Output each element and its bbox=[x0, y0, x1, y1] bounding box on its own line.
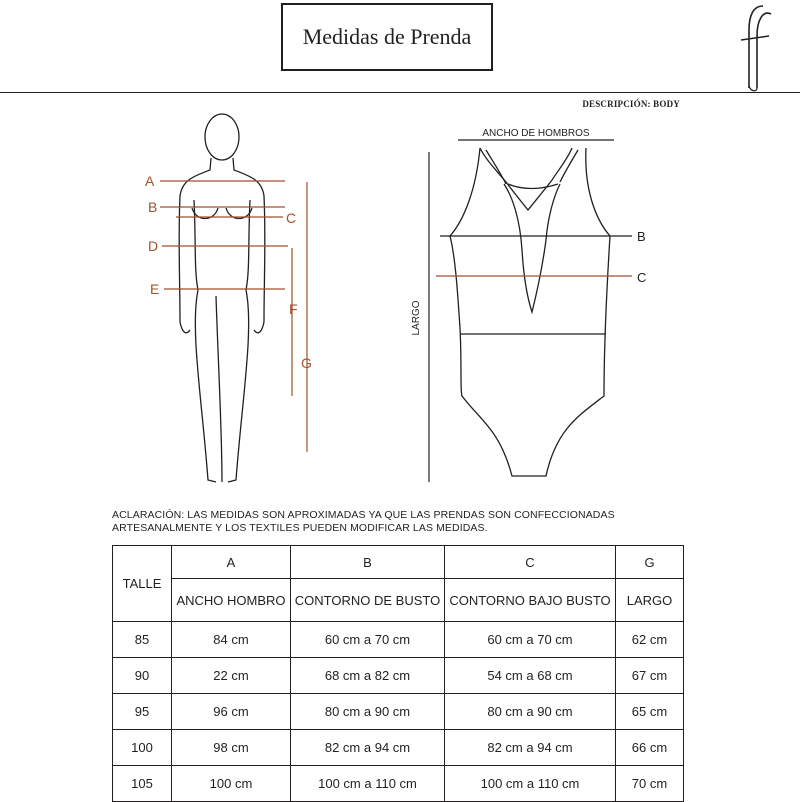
disclaimer-line-1: ACLARACIÓN: LAS MEDIDAS SON APROXIMADAS YA QUE LAS PRENDAS SON CONFECCIONADAS bbox=[112, 509, 615, 521]
cell-a: 100 cm bbox=[172, 766, 291, 802]
cell-b: 100 cm a 110 cm bbox=[291, 766, 445, 802]
cell-a: 96 cm bbox=[172, 694, 291, 730]
shoulder-width-label: ANCHO DE HOMBROS bbox=[482, 128, 590, 139]
table-row bbox=[113, 694, 684, 730]
garment-marker-c: C bbox=[637, 270, 647, 285]
bodysuit-outline bbox=[450, 148, 610, 476]
cell-g: 67 cm bbox=[616, 658, 684, 694]
marker-c: C bbox=[286, 210, 297, 226]
code-b: B bbox=[291, 546, 445, 579]
cell-b: 68 cm a 82 cm bbox=[291, 658, 445, 694]
table-header-row bbox=[113, 579, 684, 622]
human-body-outline bbox=[179, 114, 265, 482]
cell-a: 22 cm bbox=[172, 658, 291, 694]
page-title bbox=[281, 3, 493, 71]
cell-b: 82 cm a 94 cm bbox=[291, 730, 445, 766]
measurement-figure bbox=[0, 100, 800, 500]
cell-c: 60 cm a 70 cm bbox=[445, 622, 616, 658]
page-title-text: Medidas de Prenda bbox=[302, 24, 472, 49]
cell-c: 80 cm a 90 cm bbox=[445, 694, 616, 730]
disclaimer-line-2: ARTESANALMENTE Y LOS TEXTILES PUEDEN MODIFICAR LAS MEDIDAS. bbox=[112, 522, 488, 534]
garment-labels bbox=[411, 128, 646, 336]
cell-talle: 95 bbox=[113, 694, 172, 730]
cell-b: 60 cm a 70 cm bbox=[291, 622, 445, 658]
header-ancho-hombro: ANCHO HOMBRO bbox=[172, 579, 291, 622]
cell-talle: 85 bbox=[113, 622, 172, 658]
cell-a: 98 cm bbox=[172, 730, 291, 766]
cell-a: 84 cm bbox=[172, 622, 291, 658]
cell-c: 100 cm a 110 cm bbox=[445, 766, 616, 802]
garment-marker-b: B bbox=[637, 229, 646, 244]
cell-talle: 90 bbox=[113, 658, 172, 694]
header-largo: LARGO bbox=[616, 579, 684, 622]
body-measure-lines bbox=[160, 181, 307, 452]
garment-description: DESCRIPCIÓN: BODY bbox=[582, 99, 680, 109]
table-row bbox=[113, 658, 684, 694]
cell-g: 62 cm bbox=[616, 622, 684, 658]
body-marker-labels bbox=[145, 173, 312, 371]
code-a: A bbox=[172, 546, 291, 579]
cell-g: 66 cm bbox=[616, 730, 684, 766]
cell-g: 70 cm bbox=[616, 766, 684, 802]
cell-b: 80 cm a 90 cm bbox=[291, 694, 445, 730]
cell-c: 82 cm a 94 cm bbox=[445, 730, 616, 766]
table-code-row bbox=[113, 546, 684, 579]
marker-e: E bbox=[150, 281, 160, 297]
code-c: C bbox=[445, 546, 616, 579]
marker-f: F bbox=[289, 301, 298, 317]
cell-c: 54 cm a 68 cm bbox=[445, 658, 616, 694]
table-row bbox=[113, 622, 684, 658]
header-divider bbox=[0, 92, 800, 93]
cell-g: 65 cm bbox=[616, 694, 684, 730]
brand-logo-icon bbox=[735, 0, 775, 92]
cell-talle: 105 bbox=[113, 766, 172, 802]
length-label: LARGO bbox=[411, 300, 422, 336]
table-row bbox=[113, 730, 684, 766]
header-contorno-bajo-busto: CONTORNO BAJO BUSTO bbox=[445, 579, 616, 622]
disclaimer-note bbox=[112, 509, 672, 535]
size-table bbox=[112, 545, 684, 802]
marker-d: D bbox=[148, 238, 159, 254]
marker-b: B bbox=[148, 199, 158, 215]
talle-header: TALLE bbox=[113, 546, 172, 622]
marker-g: G bbox=[301, 355, 312, 371]
marker-a: A bbox=[145, 173, 155, 189]
cell-talle: 100 bbox=[113, 730, 172, 766]
code-g: G bbox=[616, 546, 684, 579]
table-row bbox=[113, 766, 684, 802]
header-contorno-busto: CONTORNO DE BUSTO bbox=[291, 579, 445, 622]
